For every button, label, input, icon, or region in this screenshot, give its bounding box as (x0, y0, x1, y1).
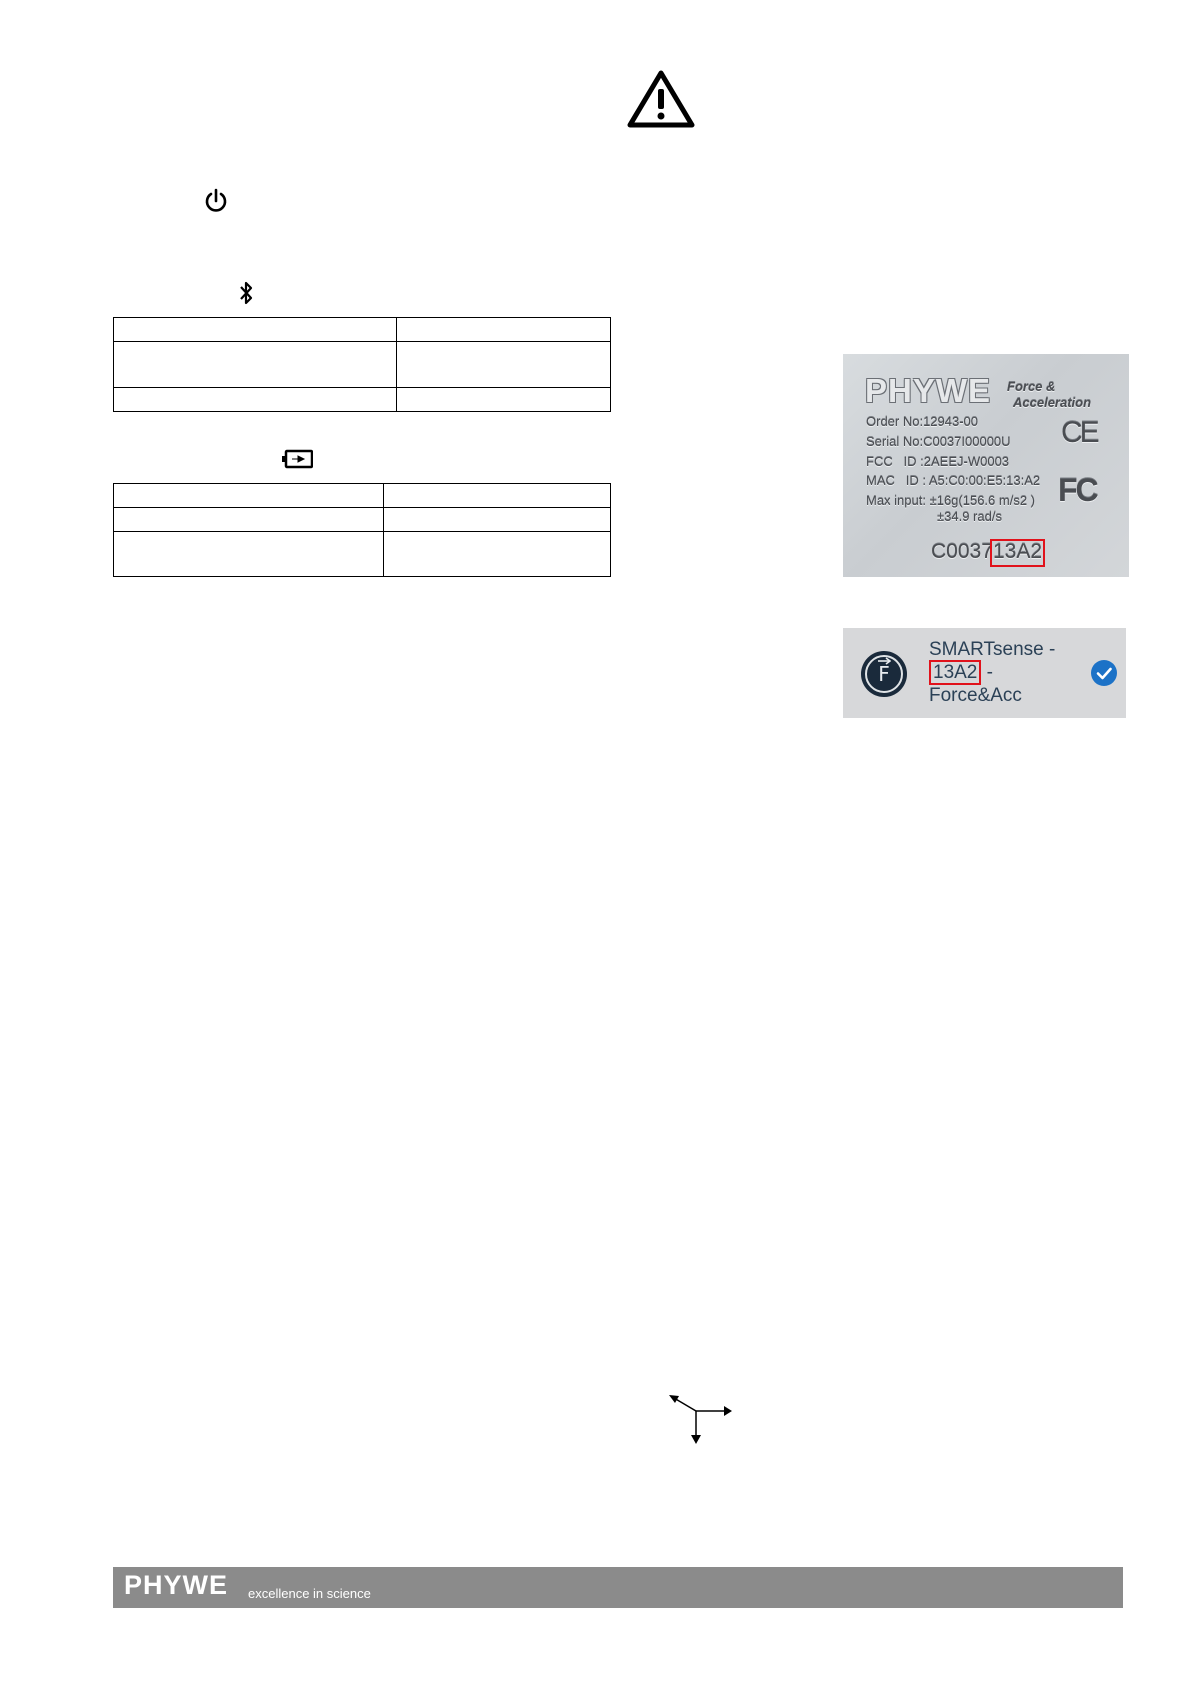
label-rad: ±34.9 rad/s (937, 509, 1002, 524)
label-mac-id: MAC ID : A5:C0:00:E5:13:A2 (866, 473, 1041, 488)
device-name (929, 638, 1089, 707)
label-title-line1: Force & (1007, 379, 1056, 394)
table-row (114, 388, 611, 412)
table-cell (397, 388, 611, 412)
table-row (114, 318, 611, 342)
table-cell (114, 342, 397, 388)
table-cell (397, 318, 611, 342)
table-row (114, 484, 611, 508)
table-cell (114, 508, 384, 532)
battery-charging-icon (281, 449, 313, 469)
avatar-letter: F (878, 662, 890, 686)
power-status-table (113, 317, 611, 412)
label-order-no: Order No:12943-00 (866, 414, 979, 429)
sensor-avatar-icon (861, 651, 907, 697)
label-code-highlight: 13A2 (993, 540, 1043, 563)
fc-mark: FC (1058, 472, 1097, 508)
label-title-line2: Acceleration (1013, 395, 1092, 410)
battery-status-table (113, 483, 611, 577)
table-cell (384, 532, 611, 577)
device-name-highlight: 13A2 (929, 660, 981, 685)
label-brand: PHYWE (865, 372, 992, 409)
device-name-suffix: Force&Acc (929, 685, 1022, 706)
table-row (114, 342, 611, 388)
table-row (114, 508, 611, 532)
axes-icon (665, 1393, 735, 1448)
table-cell (384, 508, 611, 532)
label-max-input: Max input: ±16g(156.6 m/s2 ) (866, 493, 1035, 508)
label-code-prefix: C0037 (931, 540, 993, 563)
device-name-dash: - (981, 662, 993, 683)
table-row (114, 532, 611, 577)
label-code-highlight-box (990, 539, 1045, 567)
table-cell (384, 484, 611, 508)
power-icon (203, 188, 229, 214)
warning-icon (627, 69, 695, 129)
footer-logo: PHYWE (124, 1570, 229, 1600)
table-cell (114, 484, 384, 508)
ce-mark: CE (1061, 416, 1097, 449)
device-name-prefix: SMARTsense - (929, 639, 1056, 660)
label-serial-no: Serial No:C0037I00000U (866, 434, 1011, 449)
device-label-photo (843, 354, 1129, 577)
device-list-item[interactable] (843, 628, 1126, 718)
footer-tagline: excellence in science (248, 1586, 371, 1601)
table-cell (114, 388, 397, 412)
bluetooth-icon (238, 280, 254, 306)
table-cell (114, 318, 397, 342)
footer-bar (113, 1567, 1123, 1608)
table-cell (397, 342, 611, 388)
table-cell (114, 532, 384, 577)
selected-check-icon[interactable] (1091, 660, 1117, 686)
label-fcc-id: FCC ID :2AEEJ-W0003 (866, 454, 1010, 469)
